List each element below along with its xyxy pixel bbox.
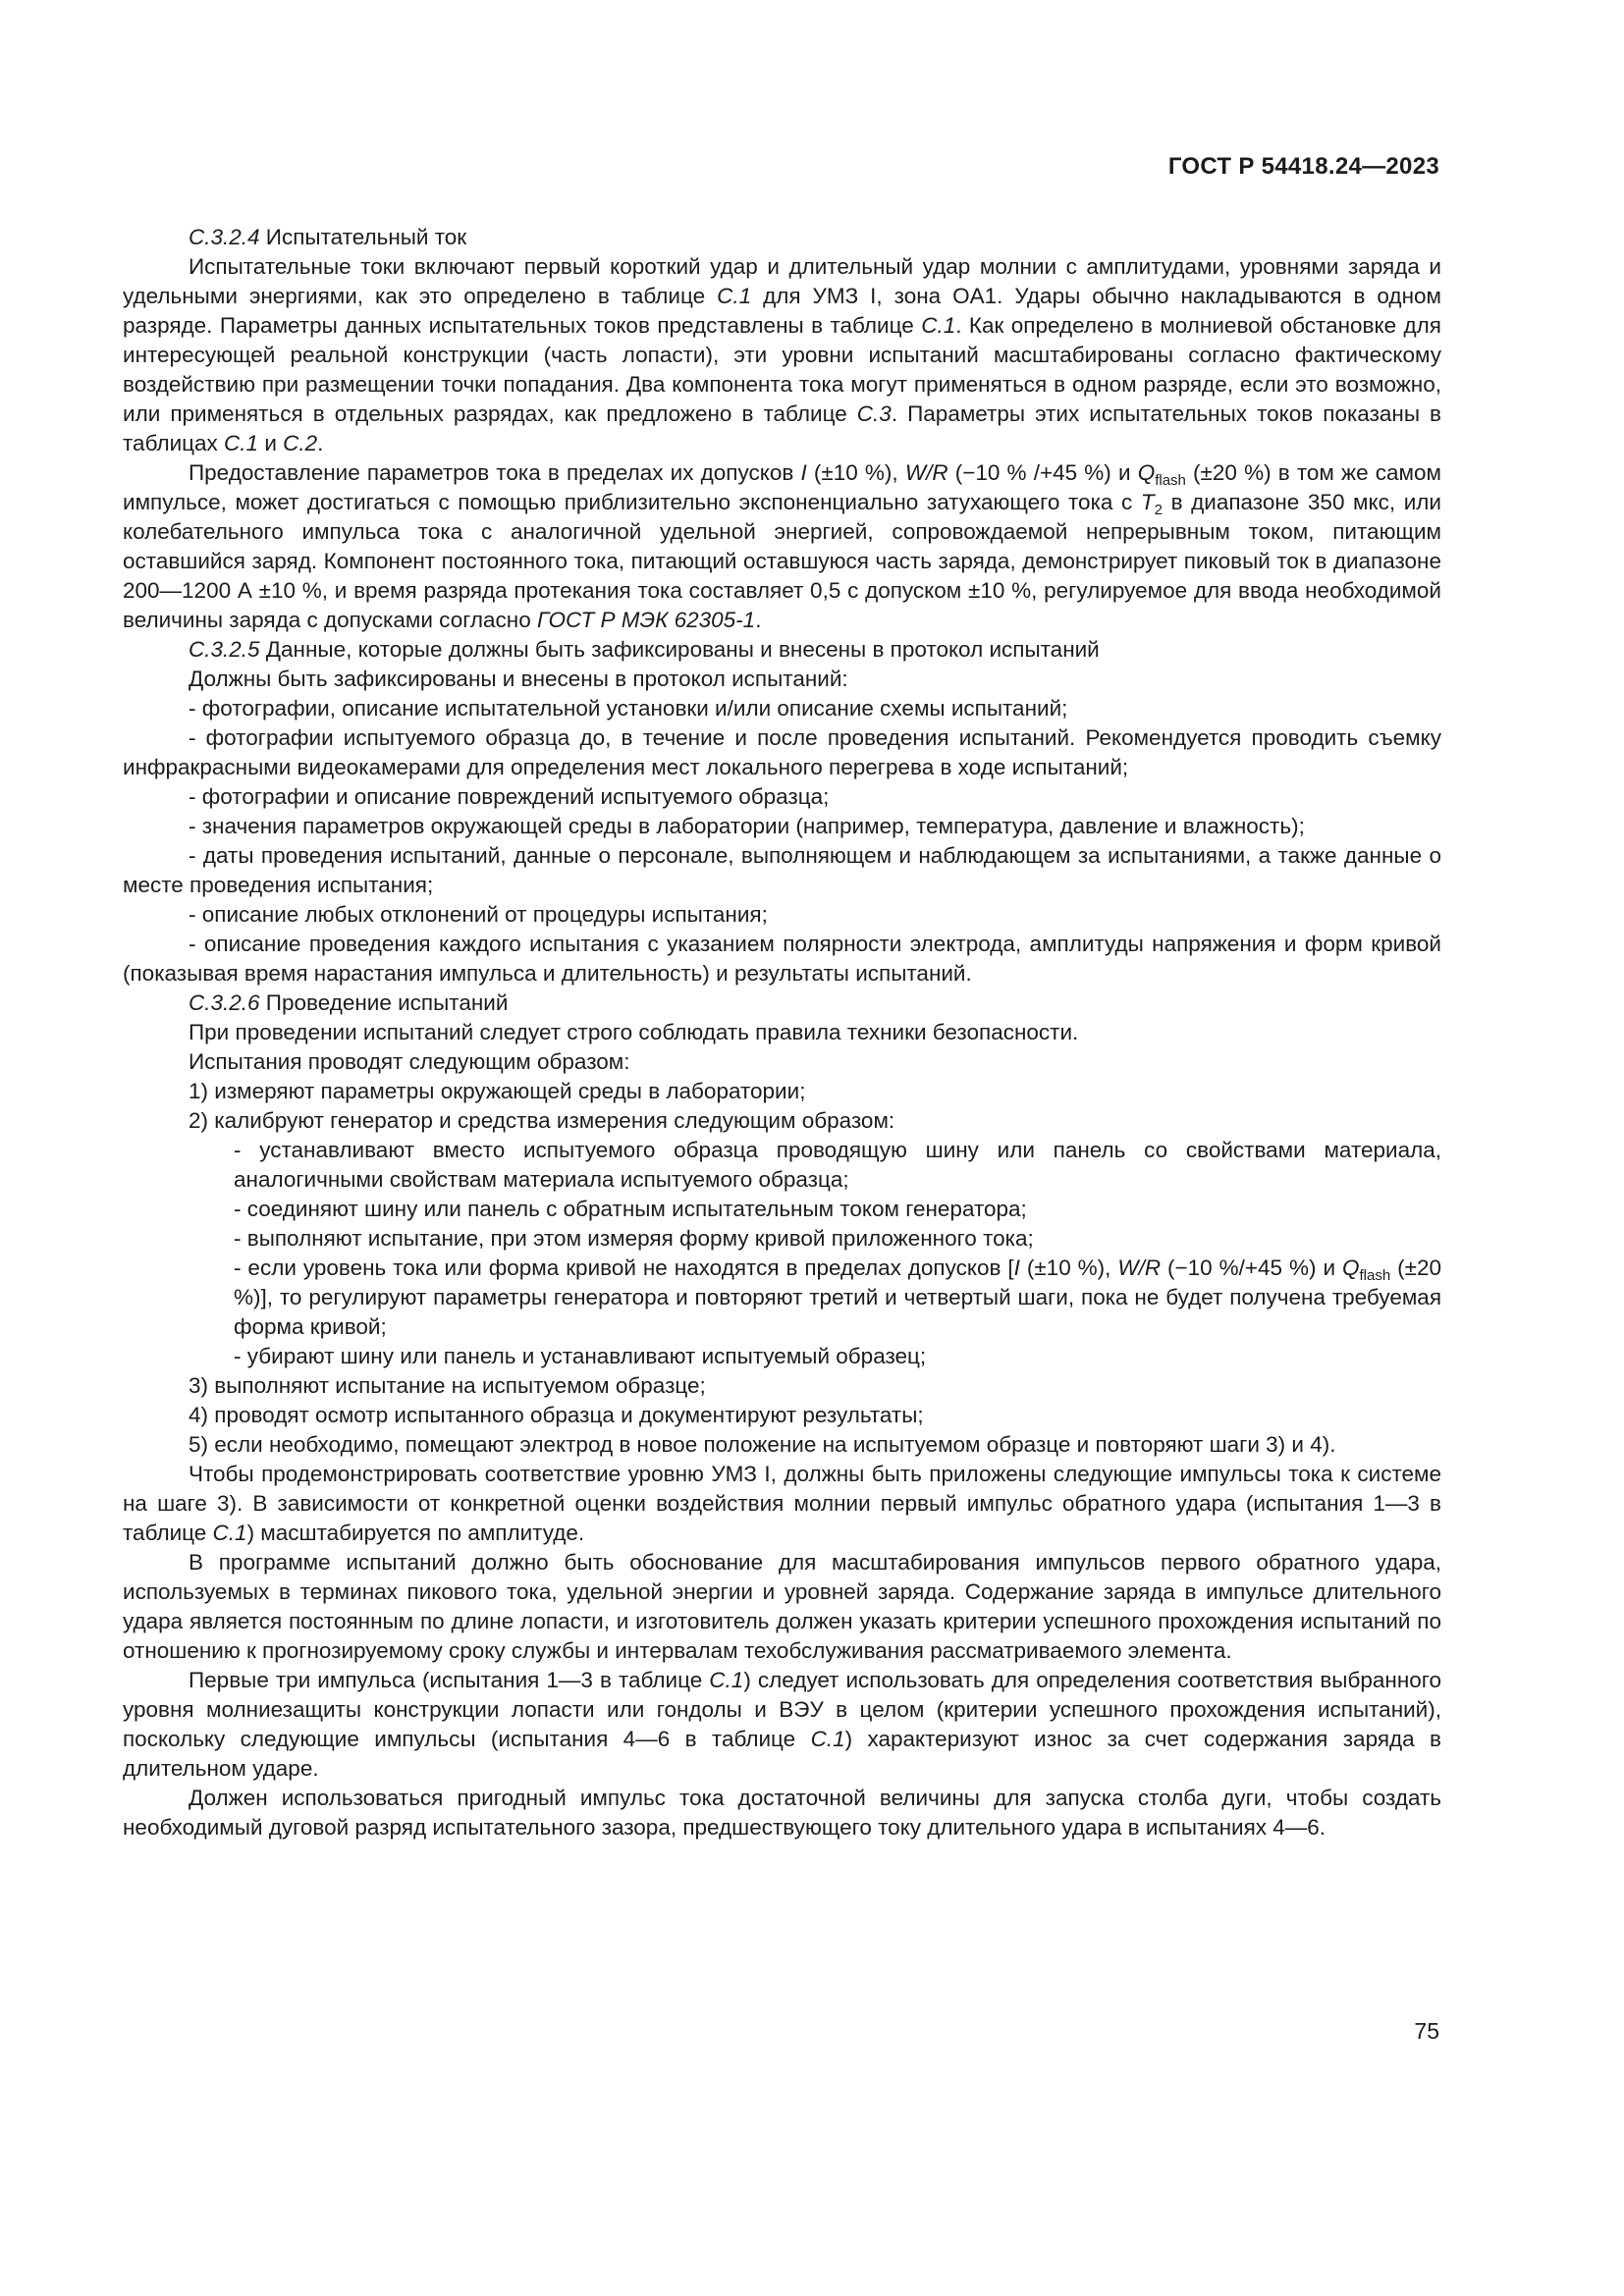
section-heading-c326 — [123, 988, 1441, 1018]
text-run: - если уровень тока или форма кривой не находятся в пределах допусков [ — [234, 1255, 1014, 1280]
list-item: - описание проведения каждого испытания с указанием полярности электрода, амплитуды напряжения и форм кривой (показывая время нарастания импульса и длительность) и результаты испытаний. — [123, 932, 1441, 986]
page-number: 75 — [1414, 2018, 1439, 2044]
text-run: . — [317, 431, 324, 455]
paragraph-first-three-pulses — [123, 1666, 1441, 1784]
paragraph-current-parameters — [123, 458, 1441, 635]
section-number: С.3.2.4 — [189, 225, 260, 249]
paragraph-arc-pulse: Должен использоваться пригодный импульс тока достаточной величины для запуска столба дуги, чтобы создать необходимый дуговой разряд испытательного зазора, предшествующего току длительного удара в испытаниях 4—6. — [123, 1786, 1441, 1840]
step-2: 2) калибруют генератор и средства измерения следующим образом: — [189, 1108, 895, 1133]
table-reference: С.1 — [810, 1727, 845, 1751]
text-run: (−10 % /+45 %) и — [947, 460, 1138, 485]
paragraph-test-program: В программе испытаний должно быть обоснование для масштабирования импульсов первого обратного удара, используемых в терминах пикового тока, удельной энергии и уровней заряда. Содержание заряда в импульсе длительного удара является постоянным по длине лопасти, и изготовитель должен указать критерии успешного прохождения испытаний по отношению к прогнозируемому сроку службы и интервалам техобслуживания рассматриваемого элемента. — [123, 1550, 1441, 1663]
table-reference: С.1 — [709, 1668, 744, 1692]
symbol-i: I — [800, 460, 807, 485]
subscript-flash: flash — [1155, 472, 1186, 489]
standard-reference: ГОСТ Р МЭК 62305-1 — [537, 608, 756, 632]
table-reference: С.3 — [856, 401, 892, 426]
paragraph-protocol-intro: Должны быть зафиксированы и внесены в протокол испытаний: — [189, 667, 848, 691]
list-item: - даты проведения испытаний, данные о персонале, выполняющем и наблюдающем за испытаниями, а также данные о месте проведения испытания; — [123, 843, 1441, 897]
text-run: . Как определено в молниевой обстановке для интересующей реальной конструкции (часть лопасти), эти уровни испытаний масштабированы согласно фактическому воздействию при размещении точки попадания. Два компонента тока могут применяться в одном разряде, если это возможно, или применяться в отдельных разрядах, как предложено в таблице — [123, 313, 1441, 426]
text-run: Испытательные токи включают первый короткий удар и длительный удар молнии с амплитудами, уровнями заряда и удельными энергиями, как это определено в таблице — [123, 254, 1441, 308]
table-reference: С.1 — [224, 431, 259, 455]
section-title: Испытательный ток — [259, 225, 467, 249]
step-1: 1) измеряют параметры окружающей среды в лаборатории; — [189, 1079, 806, 1103]
text-run: Первые три импульса (испытания 1—3 в таблице — [189, 1668, 710, 1692]
step-5: 5) если необходимо, помещают электрод в новое положение на испытуемом образце и повторяют шаги 3) и 4). — [189, 1432, 1336, 1457]
table-reference: С.2 — [283, 431, 318, 455]
text-run: для УМЗ I, зона OA1. Удары обычно накладываются в одном разряде. Параметры данных испытательных токов представлены в таблице — [123, 284, 1441, 338]
symbol-q: Q — [1341, 1255, 1360, 1280]
list-item: - фотографии и описание повреждений испытуемого образца; — [189, 784, 830, 809]
subscript-flash: flash — [1359, 1267, 1391, 1284]
table-reference: С.1 — [212, 1521, 247, 1545]
text-run: Чтобы продемонстрировать соответствие уровню УМЗ I, должны быть приложены следующие импульсы тока к системе на шаге 3). В зависимости от конкретной оценки воздействия молнии первый импульс обратного удара (испытания 1—3 в таблице — [123, 1462, 1441, 1545]
text-run: в диапазоне 350 мкс, или колебательного импульса тока с аналогичной удельной энергией, сопровождаемой непрерывным током, питающим оставшийся заряд. Компонент постоянного тока, питающий оставшуюся часть заряда, демонстрирует пиковый ток в диапазоне 200—1200 А ±10 %, и время разряда протекания тока составляет 0,5 с допуском ±10 %, регулируемое для ввода необходимой величины заряда с допусками согласно — [123, 490, 1441, 632]
substep-tolerance — [123, 1254, 1441, 1342]
document-body — [123, 223, 1441, 1842]
text-run: (±20 %) в том же самом импульсе, может достигаться с помощью приблизительно экспоненциально затухающего тока с — [123, 460, 1441, 514]
substep: - устанавливают вместо испытуемого образца проводящую шину или панель со свойствами материала, аналогичными свойствам материала испытуемого образца; — [234, 1138, 1441, 1192]
symbol-q: Q — [1137, 460, 1156, 485]
table-reference: С.1 — [717, 284, 752, 308]
list-item: - значения параметров окружающей среды в лаборатории (например, температура, давление и влажность); — [189, 814, 1305, 838]
symbol-wr: W/R — [904, 460, 948, 485]
text-run: ) характеризуют износ за счет содержания заряда в длительном ударе. — [123, 1727, 1441, 1781]
substep: - убирают шину или панель и устанавливают испытуемый образец; — [234, 1344, 927, 1368]
text-run: (±10 %), — [806, 460, 905, 485]
paragraph-safety: При проведении испытаний следует строго соблюдать правила техники безопасности. — [189, 1020, 1079, 1044]
text-run: (±10 %), — [1019, 1255, 1118, 1280]
list-item: - фотографии, описание испытательной установки и/или описание схемы испытаний; — [189, 696, 1068, 721]
paragraph-umz-pulses — [123, 1460, 1441, 1548]
paragraph-test-currents — [123, 252, 1441, 458]
section-heading-c324 — [123, 223, 1441, 252]
substep: - выполняют испытание, при этом измеряя форму кривой приложенного тока; — [234, 1226, 1034, 1251]
table-reference: С.1 — [921, 313, 956, 338]
text-run: ) следует использовать для определения соответствия выбранного уровня молниезащиты конструкции лопасти или гондолы и ВЭУ в целом (критерии успешного прохождения испытаний), поскольку следующие импульсы (испытания 4—6 в таблице — [123, 1668, 1441, 1751]
text-run: ) масштабируется по амплитуде. — [246, 1521, 585, 1545]
list-item: - фотографии испытуемого образца до, в течение и после проведения испытаний. Рекомендуется проводить съемку инфракрасными видеокамерами для определения мест локального перегрева в ходе испытаний; — [123, 725, 1441, 779]
symbol-i: I — [1013, 1255, 1020, 1280]
section-title: Данные, которые должны быть зафиксированы и внесены в протокол испытаний — [259, 637, 1100, 662]
symbol-t: T — [1140, 490, 1155, 514]
step-4: 4) проводят осмотр испытанного образца и документируют результаты; — [189, 1403, 924, 1427]
text-run: . — [755, 608, 762, 632]
text-run: . Параметры этих испытательных токов показаны в таблицах — [123, 401, 1441, 455]
section-number: С.3.2.6 — [189, 990, 260, 1015]
text-run: (−10 %/+45 %) и — [1161, 1255, 1342, 1280]
text-run: (±20 %)], то регулируют параметры генератора и повторяют третий и четвертый шаги, пока не будет получена требуемая форма кривой; — [234, 1255, 1441, 1339]
section-number: С.3.2.5 — [189, 637, 260, 662]
symbol-wr: W/R — [1117, 1255, 1162, 1280]
text-run: Предоставление параметров тока в пределах их допусков — [189, 460, 801, 485]
substep: - соединяют шину или панель с обратным испытательным током генератора; — [234, 1197, 1027, 1221]
section-heading-c325 — [123, 635, 1441, 665]
list-item: - описание любых отклонений от процедуры испытания; — [189, 902, 768, 927]
document-header-id: ГОСТ Р 54418.24—2023 — [1167, 153, 1439, 180]
text-run: и — [258, 431, 284, 455]
paragraph-test-order: Испытания проводят следующим образом: — [189, 1049, 630, 1074]
step-3: 3) выполняют испытание на испытуемом образце; — [189, 1373, 706, 1398]
subscript-2: 2 — [1154, 502, 1163, 518]
section-title: Проведение испытаний — [259, 990, 509, 1015]
